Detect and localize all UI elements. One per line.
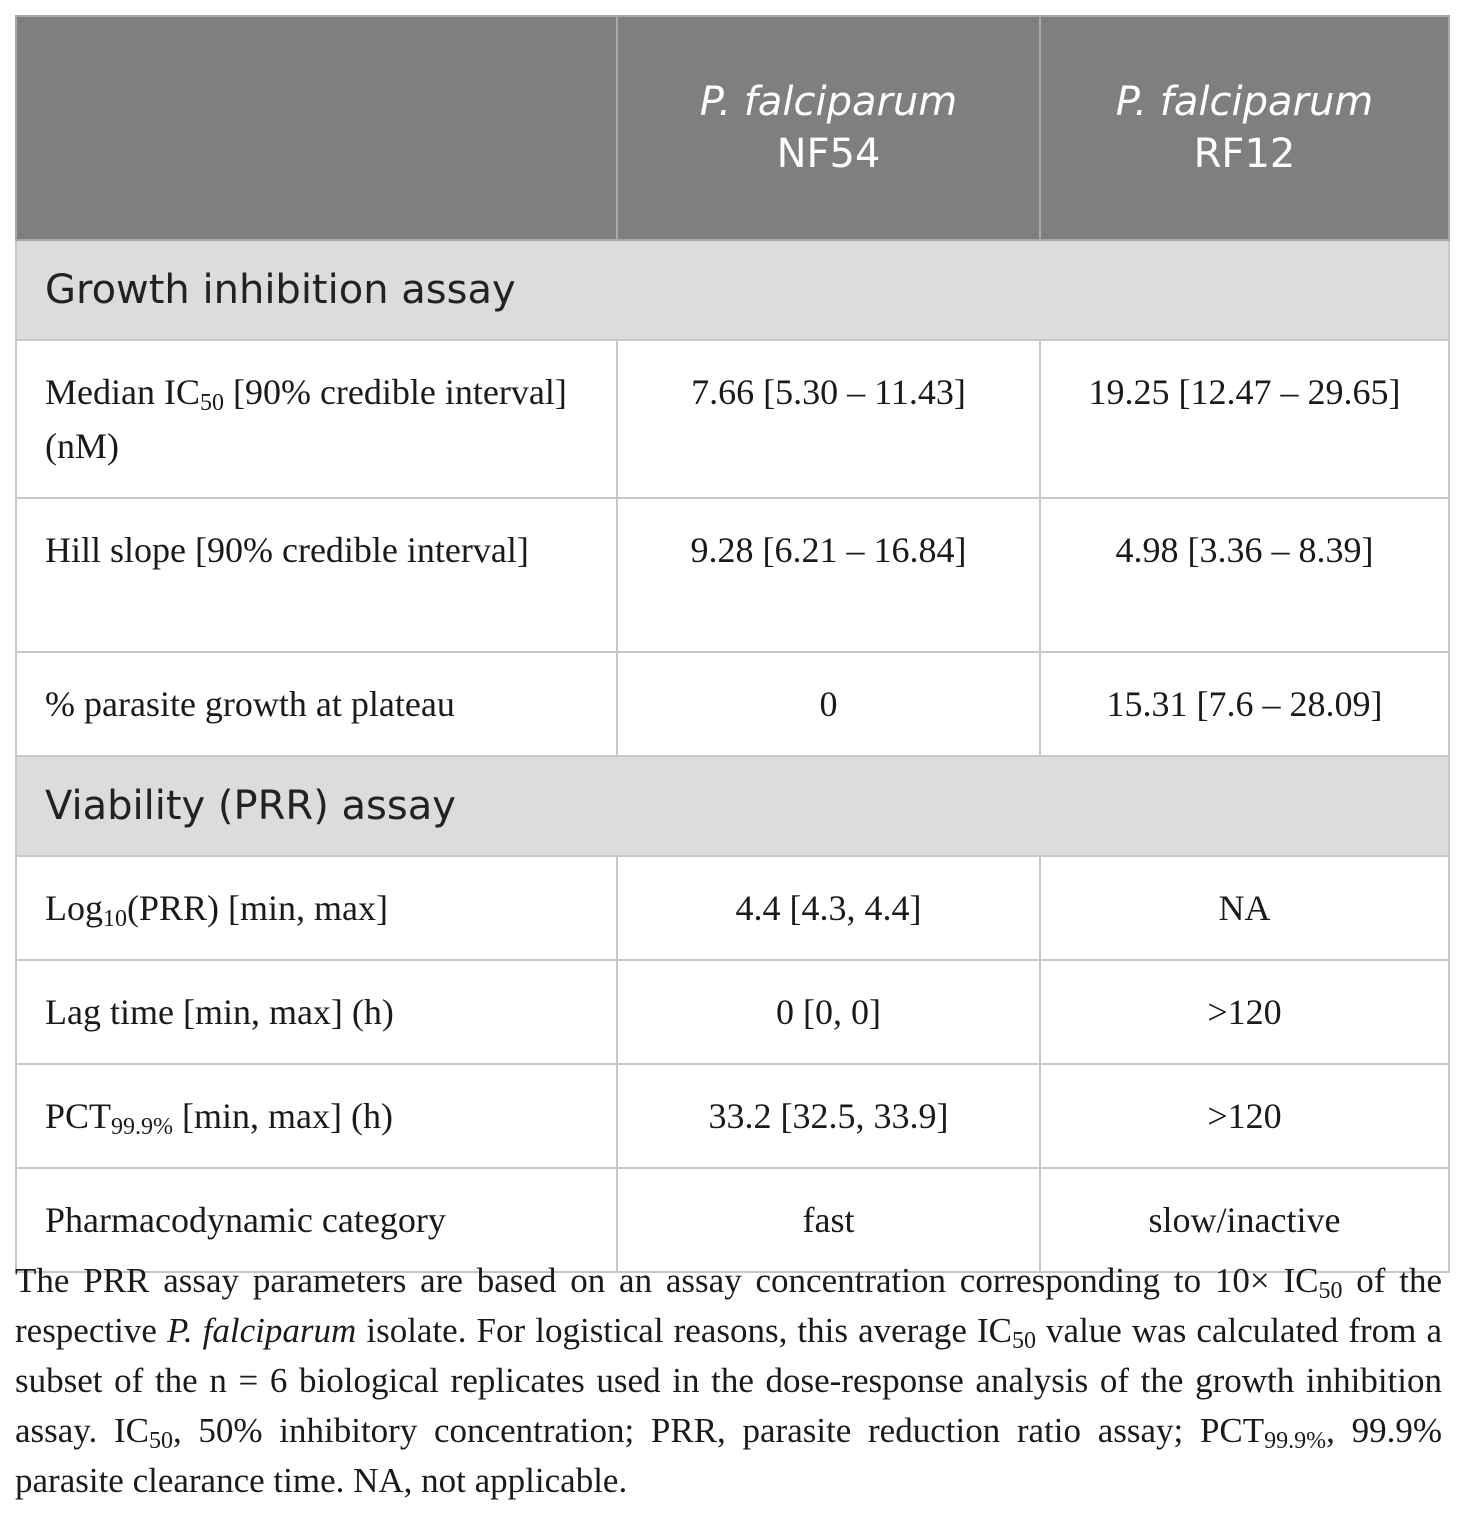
table-row (16, 340, 1449, 498)
table-row (16, 498, 1449, 652)
header-nf54-species: P. falciparum (699, 79, 958, 125)
header-nf54-strain: NF54 (776, 131, 881, 177)
table-row (16, 960, 1449, 1064)
table-row (16, 1064, 1449, 1168)
header-empty-cell (16, 16, 617, 240)
row-label: $PCT_{99.9\%}$ [min, max] (h) (16, 1064, 617, 1168)
table-row (16, 856, 1449, 960)
table-row (16, 652, 1449, 756)
rf12-value: >120 (1040, 1064, 1449, 1168)
row-label: Median $IC_{50}$ [90% credible interval] (nM) (16, 340, 617, 498)
table-footnote: The PRR assay parameters are based on an assay concentration corresponding to $10\times IC_{50}$ of the respective P. falciparum isolate. For logistical reasons, this average $IC_{50}$ value was calculated from a subset of the n = 6 biological replicates used in the dose-response analysis of the growth inhibition assay. $IC_{50}$, 50% inhibitory concentration; PRR, parasite reduction ratio assay; $PCT_{99.9\%}$, 99.9% parasite clearance time. NA, not applicable. (15, 1261, 1443, 1500)
rf12-value: 19.25 [12.47 – 29.65] (1040, 340, 1449, 498)
nf54-value: fast (617, 1168, 1040, 1272)
nf54-value: 7.66 [5.30 – 11.43] (617, 340, 1040, 498)
rf12-value: 4.98 [3.36 – 8.39] (1040, 498, 1449, 652)
row-label: Lag time [min, max] (h) (16, 960, 617, 1064)
section-title: Viability (PRR) assay (16, 756, 1449, 856)
results-table-container (15, 15, 1442, 1273)
nf54-value: 4.4 [4.3, 4.4] (617, 856, 1040, 960)
rf12-value: 15.31 [7.6 – 28.09] (1040, 652, 1449, 756)
nf54-value: 9.28 [6.21 – 16.84] (617, 498, 1040, 652)
rf12-value: slow/inactive (1040, 1168, 1449, 1272)
header-row (16, 16, 1449, 240)
section-row-viability (16, 756, 1449, 856)
nf54-value: 33.2 [32.5, 33.9] (617, 1064, 1040, 1168)
rf12-value: NA (1040, 856, 1449, 960)
section-title: Growth inhibition assay (16, 240, 1449, 340)
row-label: Hill slope [90% credible interval] (16, 498, 617, 652)
header-nf54 (617, 16, 1040, 240)
nf54-value: 0 [0, 0] (617, 960, 1040, 1064)
header-rf12-species: P. falciparum (1115, 79, 1374, 125)
nf54-value: 0 (617, 652, 1040, 756)
row-label: % parasite growth at plateau (16, 652, 617, 756)
section-row-growth (16, 240, 1449, 340)
rf12-value: >120 (1040, 960, 1449, 1064)
row-label: Log$_{10}$(PRR) [min, max] (16, 856, 617, 960)
results-table (15, 15, 1450, 1273)
header-rf12 (1040, 16, 1449, 240)
row-label: Pharmacodynamic category (16, 1168, 617, 1272)
header-rf12-strain: RF12 (1193, 131, 1296, 177)
